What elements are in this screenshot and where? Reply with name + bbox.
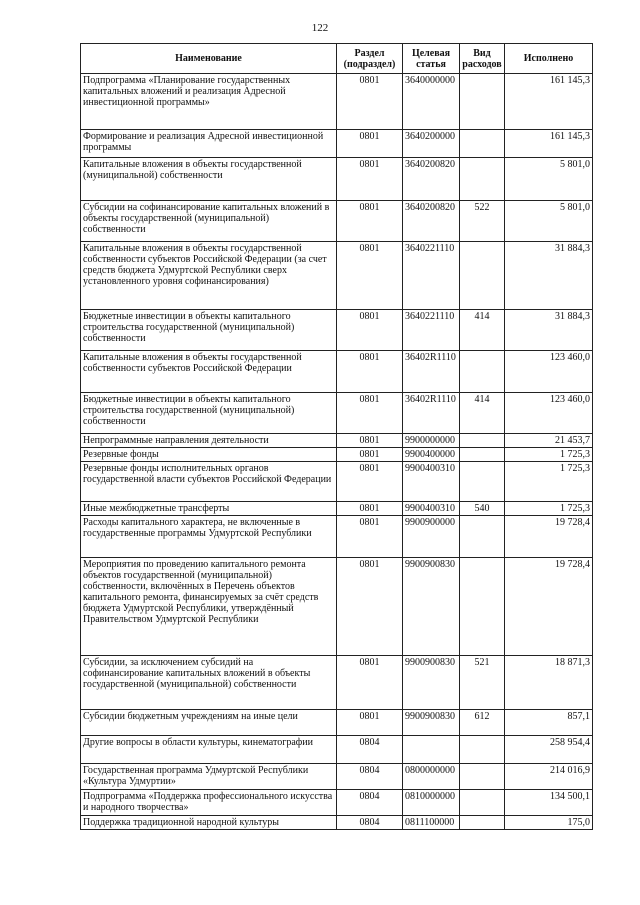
table-row: [81, 764, 593, 790]
row-executed: 161 145,3: [505, 130, 593, 158]
header-type: Вид расходов: [460, 44, 505, 74]
header-section: Раздел (подраздел): [337, 44, 403, 74]
row-executed: 5 801,0: [505, 201, 593, 242]
row-section: 0801: [337, 201, 403, 242]
row-name: Капитальные вложения в объекты государственной собственности субъектов Российской Федерации: [81, 351, 337, 393]
row-name: Государственная программа Удмуртской Республики «Культура Удмуртии»: [81, 764, 337, 790]
row-section: 0801: [337, 351, 403, 393]
row-type: 521: [460, 656, 505, 710]
row-type: 522: [460, 201, 505, 242]
page-number: 122: [311, 22, 329, 34]
table-row: [81, 502, 593, 516]
row-section: 0801: [337, 434, 403, 448]
row-section: 0801: [337, 310, 403, 351]
row-name: Резервные фонды исполнительных органов государственной власти субъектов Российской Федерации: [81, 462, 337, 502]
table-row: [81, 558, 593, 656]
row-executed: 31 884,3: [505, 242, 593, 310]
row-type: [460, 434, 505, 448]
row-article: 9900900830: [403, 558, 460, 656]
table-row: [81, 462, 593, 502]
row-section: 0801: [337, 242, 403, 310]
row-section: 0801: [337, 448, 403, 462]
row-executed: 5 801,0: [505, 158, 593, 201]
row-section: 0801: [337, 558, 403, 656]
row-section: 0801: [337, 710, 403, 736]
table-row: [81, 736, 593, 764]
row-article: 3640200820: [403, 201, 460, 242]
table-row: [81, 201, 593, 242]
row-section: 0801: [337, 656, 403, 710]
row-article: 9900900830: [403, 656, 460, 710]
row-executed: 123 460,0: [505, 351, 593, 393]
row-executed: 19 728,4: [505, 558, 593, 656]
row-executed: 258 954,4: [505, 736, 593, 764]
row-name: Бюджетные инвестиции в объекты капитального строительства государственной (муниципальной) собственности: [81, 393, 337, 434]
row-article: 9900400310: [403, 462, 460, 502]
row-type: 612: [460, 710, 505, 736]
row-executed: 857,1: [505, 710, 593, 736]
row-section: 0801: [337, 130, 403, 158]
row-type: [460, 816, 505, 830]
table-row: [81, 790, 593, 816]
row-section: 0804: [337, 816, 403, 830]
row-executed: 214 016,9: [505, 764, 593, 790]
row-name: Поддержка традиционной народной культуры: [81, 816, 337, 830]
row-executed: 31 884,3: [505, 310, 593, 351]
table-row: [81, 74, 593, 130]
table-row: [81, 242, 593, 310]
row-executed: 18 871,3: [505, 656, 593, 710]
row-article: 9900900000: [403, 516, 460, 558]
budget-table: [80, 43, 593, 830]
row-section: 0801: [337, 516, 403, 558]
row-article: 0800000000: [403, 764, 460, 790]
row-type: [460, 158, 505, 201]
row-article: 9900400000: [403, 448, 460, 462]
table-row: [81, 448, 593, 462]
header-article: Целевая статья: [403, 44, 460, 74]
row-type: [460, 130, 505, 158]
row-type: 414: [460, 393, 505, 434]
row-section: 0801: [337, 74, 403, 130]
row-article: 9900000000: [403, 434, 460, 448]
table-header-row: [81, 44, 593, 74]
table-row: [81, 351, 593, 393]
row-section: 0801: [337, 462, 403, 502]
row-section: 0804: [337, 790, 403, 816]
row-article: 0810000000: [403, 790, 460, 816]
row-executed: 1 725,3: [505, 462, 593, 502]
row-type: [460, 74, 505, 130]
table-row: [81, 158, 593, 201]
row-name: Резервные фонды: [81, 448, 337, 462]
row-article: [403, 736, 460, 764]
row-article: 9900900830: [403, 710, 460, 736]
row-type: [460, 242, 505, 310]
row-executed: 123 460,0: [505, 393, 593, 434]
row-type: [460, 764, 505, 790]
row-article: 3640221110: [403, 242, 460, 310]
row-section: 0801: [337, 158, 403, 201]
row-type: [460, 736, 505, 764]
row-executed: 1 725,3: [505, 448, 593, 462]
row-executed: 19 728,4: [505, 516, 593, 558]
row-article: 0811100000: [403, 816, 460, 830]
row-article: 3640221110: [403, 310, 460, 351]
row-section: 0801: [337, 502, 403, 516]
row-article: 3640000000: [403, 74, 460, 130]
row-name: Субсидии, за исключением субсидий на софинансирование капитальных вложений в объекты государственной (муниципальной) собственности: [81, 656, 337, 710]
row-type: [460, 462, 505, 502]
row-type: [460, 516, 505, 558]
row-name: Другие вопросы в области культуры, кинематографии: [81, 736, 337, 764]
row-type: [460, 351, 505, 393]
row-executed: 161 145,3: [505, 74, 593, 130]
row-name: Субсидии на софинансирование капитальных вложений в объекты государственной (муниципальной) собственности: [81, 201, 337, 242]
row-name: Мероприятия по проведению капитального ремонта объектов государственной (муниципальной) собственности, включённых в Перечень объектов капитального ремонта, финансируемых за счёт средств бюджета Удмуртской Республики, утверждённый Правительством Удмуртской Республики: [81, 558, 337, 656]
row-executed: 21 453,7: [505, 434, 593, 448]
header-executed: Исполнено: [505, 44, 593, 74]
row-executed: 175,0: [505, 816, 593, 830]
row-type: [460, 558, 505, 656]
table-row: [81, 130, 593, 158]
table-row: [81, 434, 593, 448]
row-type: 540: [460, 502, 505, 516]
header-name: Наименование: [81, 44, 337, 74]
table-row: [81, 710, 593, 736]
row-article: 36402R1110: [403, 393, 460, 434]
row-name: Формирование и реализация Адресной инвестиционной программы: [81, 130, 337, 158]
row-name: Расходы капитального характера, не включенные в государственные программы Удмуртской Республики: [81, 516, 337, 558]
row-section: 0801: [337, 393, 403, 434]
row-executed: 134 500,1: [505, 790, 593, 816]
row-name: Иные межбюджетные трансферты: [81, 502, 337, 516]
table-row: [81, 516, 593, 558]
row-name: Подпрограмма «Поддержка профессионального искусства и народного творчества»: [81, 790, 337, 816]
table-row: [81, 310, 593, 351]
row-section: 0804: [337, 764, 403, 790]
row-name: Бюджетные инвестиции в объекты капитального строительства государственной (муниципальной) собственности: [81, 310, 337, 351]
row-article: 3640200820: [403, 158, 460, 201]
row-name: Капитальные вложения в объекты государственной (муниципальной) собственности: [81, 158, 337, 201]
row-article: 36402R1110: [403, 351, 460, 393]
table-row: [81, 393, 593, 434]
row-name: Капитальные вложения в объекты государственной собственности субъектов Российской Федерации (за счет средств бюджета Удмуртской Республики сверх установленного уровня софинансирования): [81, 242, 337, 310]
row-type: [460, 790, 505, 816]
table-row: [81, 656, 593, 710]
row-name: Подпрограмма «Планирование государственных капитальных вложений и реализация Адресной инвестиционной программы»: [81, 74, 337, 130]
row-section: 0804: [337, 736, 403, 764]
row-article: 3640200000: [403, 130, 460, 158]
row-name: Непрограммные направления деятельности: [81, 434, 337, 448]
row-type: [460, 448, 505, 462]
row-executed: 1 725,3: [505, 502, 593, 516]
table-row: [81, 816, 593, 830]
row-type: 414: [460, 310, 505, 351]
row-article: 9900400310: [403, 502, 460, 516]
row-name: Субсидии бюджетным учреждениям на иные цели: [81, 710, 337, 736]
